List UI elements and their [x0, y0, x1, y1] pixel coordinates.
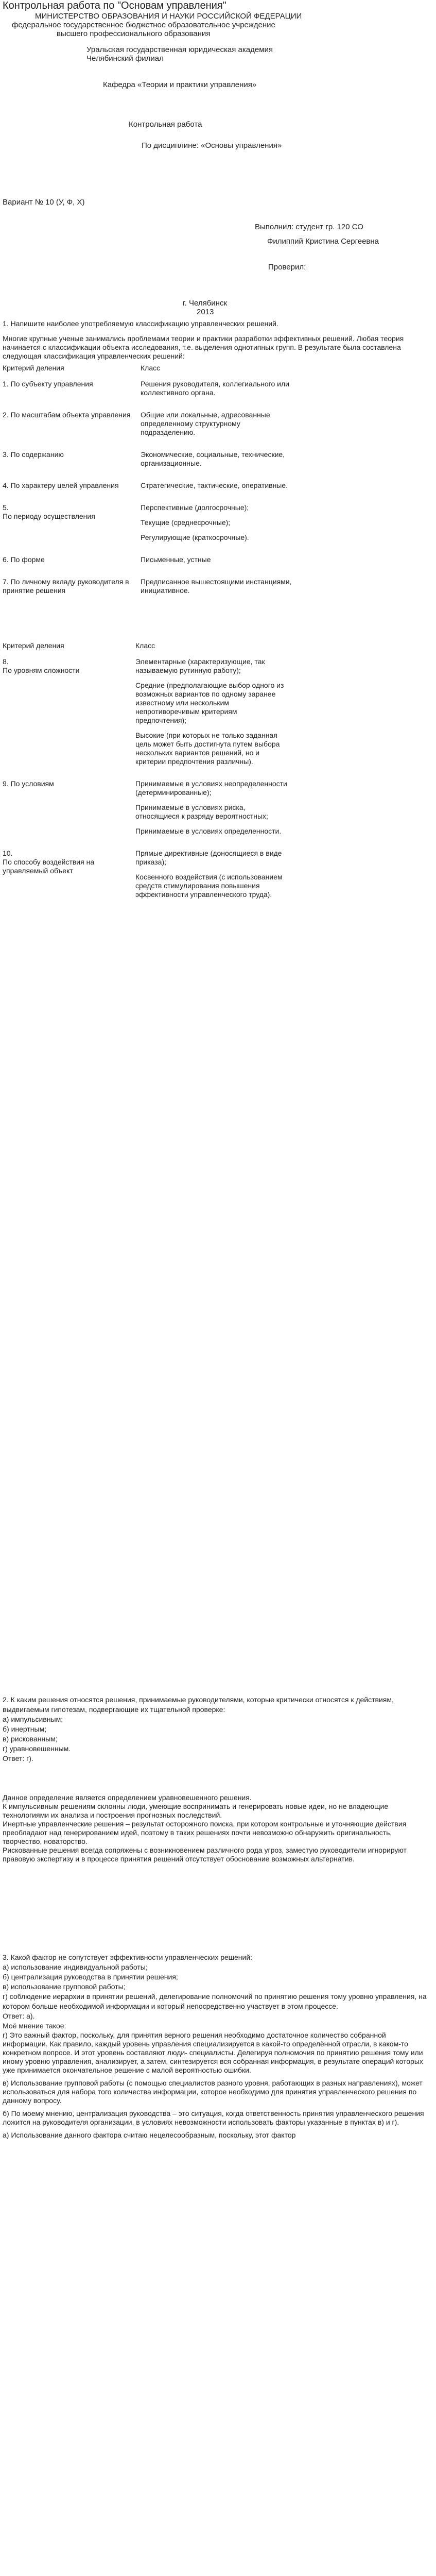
classification-table-2 — [3, 641, 290, 912]
table-row — [3, 578, 295, 608]
q2-option-d: г) уравновешенным. — [3, 1744, 71, 1753]
criterion-cell: 3. По содержанию — [3, 450, 64, 459]
department-name: Кафедра «Теории и практики управления» — [103, 80, 257, 89]
ministry-header: МИНИСТЕРСТВО ОБРАЗОВАНИЯ И НАУКИ РОССИЙСКОЙ ФЕДЕРАЦИИ — [35, 12, 302, 21]
class-value: Решения руководителя, коллегиального или коллективного органа. — [141, 380, 289, 397]
table-header-row — [3, 364, 295, 380]
q3-paragraph-1: г) Это важный фактор, поскольку, для принятия верного решения необходимо достаточное количество собранной информации. Как правило, каждый уровень управления специализируется в какой-то определённой отрасли, в каком-то конкретном вопросе. И этот уровень составляют люди- специалисты. Делегируя полномочия по принятию решения тому или иному уровню управления, анализирует, а затем, синтезируется вся собранная информация, в результате операций которых уже принимается окончательное решение с малой вероятностью ошибки. — [3, 2031, 423, 2074]
table-row — [3, 450, 295, 481]
discipline: По дисциплине: «Основы управления» — [142, 141, 282, 150]
classification-table-1-body — [3, 364, 295, 608]
class-value: Принимаемые в условиях определенности. — [135, 827, 282, 835]
q2-option-b: б) инертным; — [3, 1725, 47, 1733]
classification-table-2-body — [3, 641, 290, 912]
class-value: Принимаемые в условиях риска, относящиеся к разряду вероятностных; — [135, 803, 268, 820]
class-value: Прямые директивные (доносящиеся в виде приказа); — [135, 849, 282, 866]
criterion-cell: 8. По уровням сложности — [3, 657, 80, 674]
class-value: Общие или локальные, адресованные определенному структурному подразделению. — [141, 411, 270, 436]
question-3-section — [3, 1953, 432, 2140]
q2-paragraph-4: Рискованные решения всегда сопряжены с возникновением различного рода угроз, заместую руководители игнорируют правовую экспертизу и в процессе принятия решений отсутствует обоснование возможных альтернатив. — [3, 1846, 407, 1863]
criterion-cell: 10. По способу воздействия на управляемый объект — [3, 849, 95, 875]
institution-line-2: высшего профессионального образования — [57, 29, 211, 38]
q2-answer: Ответ: г). — [3, 1754, 33, 1762]
document-title: Контрольная работа по "Основам управления" — [3, 0, 226, 11]
q2-option-c: в) рискованным; — [3, 1735, 58, 1743]
q3-answer: Ответ: а). — [3, 2012, 35, 2020]
student-info: Выполнил: студент гр. 120 СО — [255, 223, 363, 231]
question-3: 3. Какой фактор не сопутствует эффективности управленческих решений: — [3, 1953, 253, 1961]
criterion-cell: 2. По масштабам объекта управления — [3, 411, 131, 419]
city: г. Челябинск — [183, 299, 228, 308]
class-cell — [141, 411, 295, 450]
q2-paragraph-1: Данное определение является определением уравновешенного решения. — [3, 1793, 252, 1802]
q3-option-b: б) централизация руководства в принятии решения; — [3, 1973, 178, 1981]
table-row — [3, 380, 295, 411]
q3-option-c: в) использование групповой работы; — [3, 1982, 126, 1991]
q2-option-a: а) импульсивным; — [3, 1715, 63, 1723]
table-row — [3, 555, 295, 578]
column-header-criterion: Критерий деления — [3, 364, 64, 372]
question-1-intro: Многие крупные ученые занимались проблемами теории и практики разработки эффективных решений. Любая теория начинается с классификации объекта исследования, т.е. выделения однотипных групп. В результате была составлена следующая классификация управленческих решений: — [3, 334, 404, 360]
question-1: 1. Напишите наиболее употребляемую классификацию управленческих решений. — [3, 319, 278, 328]
variant-label: Вариант № 10 (У, Ф, Х) — [3, 198, 85, 207]
class-cell — [141, 380, 295, 411]
table-row — [3, 503, 295, 555]
class-cell — [141, 503, 295, 555]
class-value: Перспективные (долгосрочные); — [141, 503, 249, 512]
class-value: Принимаемые в условиях неопределенности (детерминированные); — [135, 779, 287, 796]
criterion-cell: 5. По периоду осуществления — [3, 503, 95, 520]
class-cell — [141, 481, 295, 503]
class-cell — [135, 657, 290, 779]
branch-name: Челябинский филиал — [86, 54, 164, 63]
criterion-cell: 7. По личному вкладу руководителя в принятие решения — [3, 578, 129, 595]
column-header-class: Класс — [135, 641, 155, 650]
table-row — [3, 411, 295, 450]
class-value: Элементарные (характеризующие, так называемую рутинную работу); — [135, 657, 265, 674]
table-row — [3, 779, 290, 849]
classification-table-1 — [3, 364, 295, 608]
column-header-criterion: Критерий деления — [3, 641, 64, 650]
table-header-row — [3, 641, 290, 657]
document — [3, 0, 432, 2139]
class-value: Текущие (среднесрочные); — [141, 518, 231, 527]
institution-line-1: федеральное государственное бюджетное образовательное учреждение — [12, 21, 275, 29]
q3-option-a: а) использование индивидуальной работы; — [3, 1963, 148, 1971]
class-cell — [141, 450, 295, 481]
q3-option-d: г) соблюдение иерархии в принятии решений, делегирование полномочий по принятию решения тому уровню управления, на котором больше необходимой информации и который непосредственно участвует в этом процессе. — [3, 1992, 427, 2010]
q2-paragraph-2: К импульсивным решениям склонны люди, умеющие воспринимать и генерировать новые идеи, но не владеющие технологиями их анализа и построения прогнозных последствий. — [3, 1802, 389, 1819]
criterion-cell: 4. По характеру целей управления — [3, 481, 119, 489]
table-row — [3, 657, 290, 779]
academy-name: Уральская государственная юридическая академия — [86, 45, 273, 54]
class-value: Предписанное вышестоящими инстанциями, инициативное. — [141, 578, 292, 595]
q3-paragraph-2: в) Использование групповой работы (с помощью специалистов разного уровня, работающих в разных направлениях), может использоваться для набора того количества информации, которое необходимо для принятия управленческого решения по данному вопросу. — [3, 2079, 423, 2105]
student-name: Филиппий Кристина Сергеевна — [267, 237, 379, 246]
table-row — [3, 481, 295, 503]
table-row — [3, 849, 290, 912]
q3-my-answer: Моё мнение такое: — [3, 2022, 66, 2030]
column-header-class: Класс — [141, 364, 161, 372]
question-2-section — [3, 1695, 432, 1863]
class-cell — [141, 555, 295, 578]
criterion-cell: 9. По условиям — [3, 779, 54, 788]
question-2: 2. К каким решения относятся решения, принимаемые руководителями, которые критически относятся к действиям, выдвигаемым гипотезам, подвергающие их тщательной проверке: — [3, 1696, 394, 1714]
class-value: Письменные, устные — [141, 555, 211, 564]
q2-paragraph-3: Инертные управленческие решения – результат осторожного поиска, при котором контрольные и уточняющие действия преобладают над генерированием идей, поэтому в таких решениях почти невозможно обнаружить оригинальность, творчество, новаторство. — [3, 1820, 407, 1845]
class-value: Косвенного воздействия (с использованием средств стимулирования повышения эффективности управленческого труда). — [135, 873, 283, 899]
class-value: Экономические, социальные, технические, организационные. — [141, 450, 285, 467]
criterion-cell: 1. По субъекту управления — [3, 380, 93, 388]
year: 2013 — [197, 308, 214, 316]
class-value: Стратегические, тактические, оперативные. — [141, 481, 288, 489]
class-value: Регулирующие (краткосрочные). — [141, 533, 249, 541]
class-cell — [135, 779, 290, 849]
criterion-cell: 6. По форме — [3, 555, 45, 564]
class-cell — [141, 578, 295, 608]
work-type: Контрольная работа — [129, 120, 202, 129]
q3-paragraph-3: б) По моему мнению, централизация руководства – это ситуация, когда ответственность принятия управленческого решения ложится на руководителя организации, в условиях невозможности использовать факторы указанные в пунктах в) и г). — [3, 2109, 424, 2126]
class-value: Высокие (при которых не только заданная цель может быть достигнута путем выбора нескольких вариантов решений, но и критерии предпочтения различны). — [135, 731, 280, 766]
class-value: Средние (предполагающие выбор одного из возможных вариантов по одному заранее известному или нескольким непротиворечивым критериям предпочтения); — [135, 681, 284, 724]
checked-by: Проверил: — [268, 263, 306, 272]
q3-paragraph-4: а) Использование данного фактора считаю нецелесообразным, поскольку, этот фактор — [3, 2131, 296, 2139]
class-cell — [135, 849, 290, 912]
